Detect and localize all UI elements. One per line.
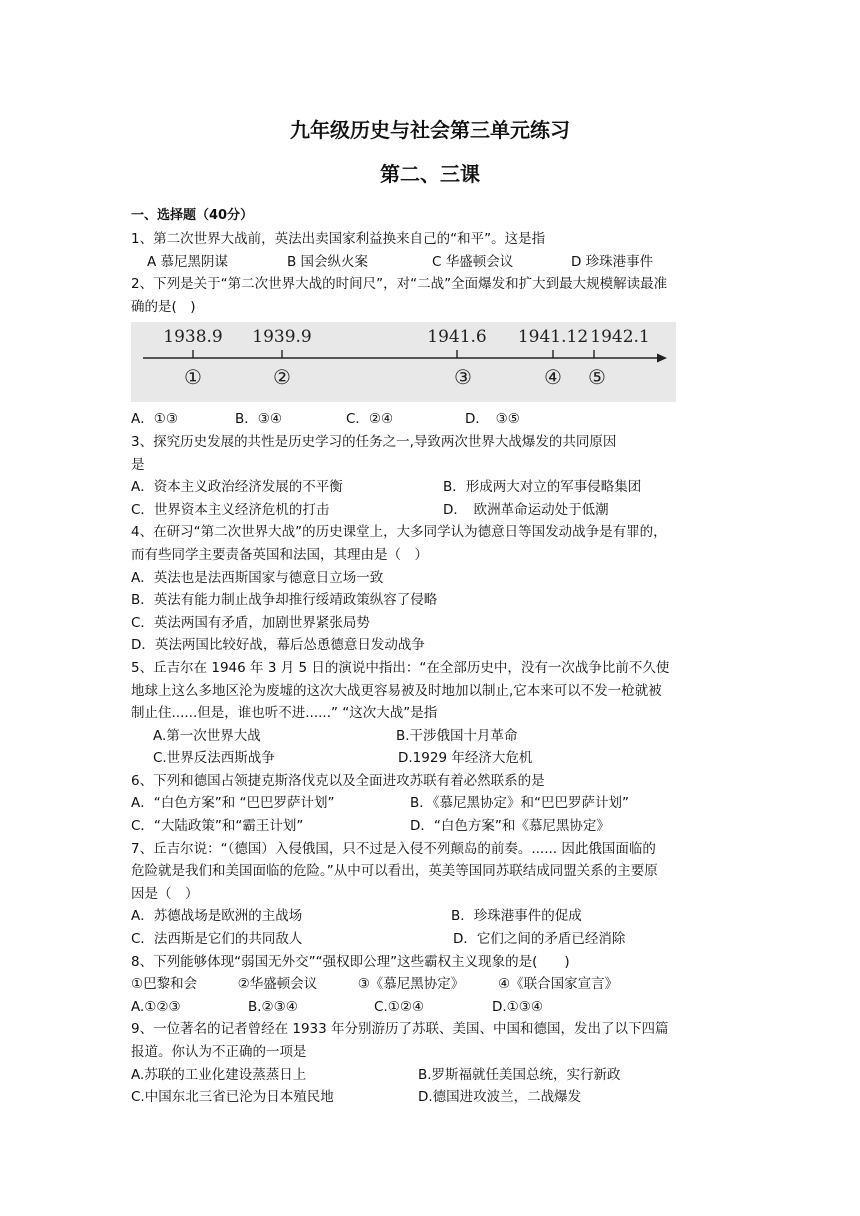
timeline-date-1: 1938.9 — [163, 327, 223, 348]
question-4-stem: 4、在研习“第二次世界大战”的历史课堂上，大多同学认为德意日等国发动战争是有罪的， — [131, 524, 667, 541]
timeline-date-5: 1942.1 — [590, 327, 650, 348]
question-1-options — [131, 251, 731, 274]
option-d: D．它们之间的矛盾已经消除 — [453, 931, 626, 948]
option-a: A．苏德战场是欧洲的主战场 — [131, 908, 303, 925]
option-d: D.德国进攻波兰，二战爆发 — [418, 1089, 582, 1106]
question-7-options — [131, 905, 731, 928]
option-c: C．世界资本主义经济危机的打击 — [131, 501, 330, 518]
option-b: B．③④ — [235, 411, 282, 428]
timeline-mark-4: ④ — [544, 365, 562, 390]
option-d: D．“白色方案”和《慕尼黑协定》 — [410, 818, 610, 835]
timeline-date-2: 1939.9 — [252, 327, 312, 348]
question-6-stem: 6、下列和德国占领捷克斯洛伐克以及全面进攻苏联有着必然联系的是 — [131, 772, 545, 789]
option-b: B 国会纵火案 — [287, 253, 369, 270]
option-d: D． ③⑤ — [465, 411, 520, 428]
question-3-options — [131, 499, 731, 522]
option-a: A 慕尼黑阴谋 — [147, 253, 229, 270]
question-5-options — [131, 747, 731, 770]
option-c: C．②④ — [346, 411, 394, 428]
question-2-stem: 2、下列是关于“第二次世界大战的时间尺”，对“二战”全面爆发和扩大到最大规模解读最准 — [131, 276, 668, 293]
option-a: A.苏联的工业化建设蒸蒸日上 — [131, 1066, 307, 1083]
question-3-stem: 3、探究历史发展的共性是历史学习的任务之一,导致两次世界大战爆发的共同原因 — [131, 433, 617, 450]
question-9-stem: 报道。你认为不正确的一项是 — [131, 1044, 307, 1060]
option-b: B.干涉俄国十月革命 — [396, 727, 518, 744]
question-5-stem: 5、丘吉尔在 1946 年 3 月 5 日的演说中指出：“在全部历史中，没有一次战争比前不久使 — [131, 659, 670, 676]
document-title: 九年级历史与社会第三单元练习 — [290, 118, 570, 142]
option-d: D． 欧洲革命运动处于低潮 — [443, 501, 609, 518]
question-4-stem: 而有些同学主要责备英国和法国，其理由是（ ） — [131, 546, 428, 563]
question-3-stem: 是 — [131, 456, 145, 473]
question-7-options — [131, 928, 731, 951]
question-9-stem: 9、一位著名的记者曾经在 1933 年分别游历了苏联、美国、中国和德国，发出了以下四篇 — [131, 1021, 669, 1038]
option-c: C．英法两国有矛盾，加剧世界紧张局势 — [131, 614, 370, 631]
option-a: A．①③ — [131, 411, 178, 428]
option-b: B．英法有能力制止战争却推行绥靖政策纵容了侵略 — [131, 592, 438, 609]
option-b: B．珍珠港事件的促成 — [451, 908, 582, 925]
question-8-items: ①巴黎和会 ②华盛顿会议 ③《慕尼黑协定》 ④《联合国家宣言》 — [131, 976, 619, 993]
question-5-stem: 地球上这么多地区沦为废墟的这次大战更容易被及时地加以制止,它本来可以不发一枪就被 — [131, 682, 662, 699]
option-c: C．法西斯是它们的共同敌人 — [131, 931, 303, 948]
option-a: A.第一次世界大战 — [153, 727, 261, 744]
option-d: D.①③④ — [492, 998, 543, 1015]
timeline-date-4: 1941.12 — [517, 327, 589, 348]
timeline-date-3: 1941.6 — [427, 327, 487, 348]
option-c: C.中国东北三省已沦为日本殖民地 — [131, 1089, 334, 1106]
timeline-mark-1: ① — [184, 365, 202, 390]
option-a: A．“白色方案”和 “巴巴罗萨计划” — [131, 795, 335, 812]
option-b: B．《慕尼黑协定》和“巴巴罗萨计划” — [410, 795, 629, 812]
question-8-options — [131, 996, 731, 1019]
option-a: A．资本主义政治经济发展的不平衡 — [131, 479, 343, 496]
question-5-stem: 制止住......但是，谁也听不进......” “这次大战”是指 — [131, 705, 438, 722]
question-list — [131, 228, 731, 1109]
question-7-stem: 7、丘吉尔说：“（德国）入侵俄国，只不过是入侵不列颠岛的前奏。...... 因此俄国面临的 — [131, 840, 656, 857]
option-b: B.②③④ — [248, 998, 298, 1015]
option-a: A.①②③ — [131, 998, 181, 1015]
question-8-stem: 8、下列能够体现“弱国无外交”“强权即公理”这些霸权主义现象的是( ) — [131, 953, 570, 970]
question-7-stem: 危险就是我们和美国面临的危险。”从中可以看出，英美等国同苏联结成同盟关系的主要原 — [131, 863, 658, 880]
document-subtitle: 第二、三课 — [380, 162, 480, 186]
question-6-options — [131, 792, 731, 815]
timeline-mark-3: ③ — [454, 365, 472, 390]
question-6-options — [131, 815, 731, 838]
question-3-options — [131, 476, 731, 499]
question-9-options — [131, 1064, 731, 1087]
timeline-mark-2: ② — [273, 365, 291, 390]
timeline-figure — [131, 318, 731, 408]
question-1-stem: 1、第二次世界大战前，英法出卖国家利益换来自己的“和平”。这是指 — [131, 231, 546, 247]
option-c: C.世界反法西斯战争 — [153, 750, 275, 767]
question-2-options — [131, 408, 731, 431]
option-c: C 华盛顿会议 — [432, 253, 514, 270]
option-c: C.①②④ — [374, 998, 425, 1015]
option-d: D.1929 年经济大危机 — [398, 750, 533, 767]
question-5-options — [131, 725, 731, 748]
option-a: A．英法也是法西斯国家与德意日立场一致 — [131, 569, 384, 586]
option-b: B．形成两大对立的军事侵略集团 — [443, 479, 642, 496]
question-7-stem: 因是（ ） — [131, 885, 199, 902]
option-d: D 珍珠港事件 — [571, 253, 654, 270]
option-b: B.罗斯福就任美国总统，实行新政 — [418, 1066, 621, 1083]
question-2-stem: 确的是( ) — [131, 298, 196, 315]
section-heading: 一、选择题（40分） — [131, 208, 254, 223]
timeline-svg — [131, 322, 676, 402]
question-9-options — [131, 1086, 731, 1109]
option-d: D．英法两国比较好战，幕后怂恿德意日发动战争 — [131, 637, 425, 654]
option-c: C．“大陆政策”和“霸王计划” — [131, 818, 304, 835]
timeline-mark-5: ⑤ — [588, 365, 606, 390]
